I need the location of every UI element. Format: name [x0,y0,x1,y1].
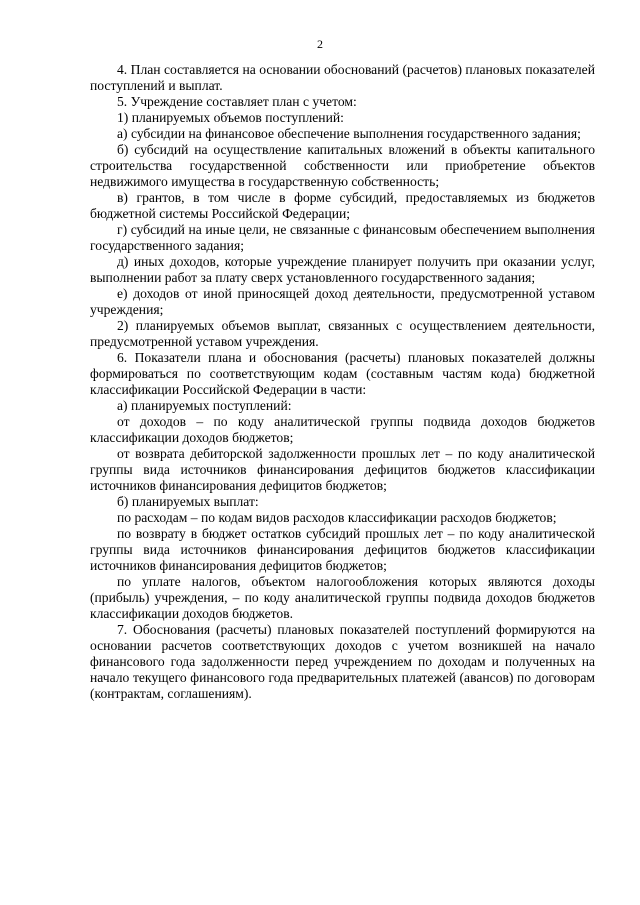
page-number: 2 [317,37,323,51]
paragraph: 7. Обоснования (расчеты) плановых показателей поступлений формируются на основании расчетов соответствующих доходов с учетом возникшей на начало финансового года задолженности перед учреждением по доходам и полученных на начало текущего финансового года предварительных платежей (авансов) по договорам (контрактам, соглашениям). [90,622,595,701]
document-body [90,62,595,702]
paragraph: д) иных доходов, которые учреждение планирует получить при оказании услуг, выполнении работ за плату сверх установленного государственного задания; [90,254,595,285]
paragraph: а) планируемых поступлений: [117,398,292,413]
paragraph: от возврата дебиторской задолженности прошлых лет – по коду аналитической группы вида источников финансирования дефицитов бюджетов классификации источников финансирования дефицитов бюджетов; [90,446,595,493]
paragraph: а) субсидии на финансовое обеспечение выполнения государственного задания; [117,126,581,141]
paragraph: 5. Учреждение составляет план с учетом: [117,94,357,109]
paragraph: 1) планируемых объемов поступлений: [117,110,344,125]
paragraph: б) субсидий на осуществление капитальных вложений в объекты капитального строительства государственной собственности или приобретение объектов недвижимого имущества в государственную собственность; [90,142,595,189]
paragraph: 6. Показатели плана и обоснования (расчеты) плановых показателей должны формироваться по соответствующим кодам (составным частям кода) бюджетной классификации Российской Федерации в части: [90,350,595,397]
paragraph: в) грантов, в том числе в форме субсидий, предоставляемых из бюджетов бюджетной системы Российской Федерации; [90,190,595,221]
paragraph: по расходам – по кодам видов расходов классификации расходов бюджетов; [117,510,557,525]
paragraph: 4. План составляется на основании обоснований (расчетов) плановых показателей поступлений и выплат. [90,62,595,93]
paragraph: г) субсидий на иные цели, не связанные с финансовым обеспечением выполнения государственного задания; [90,222,595,253]
paragraph: от доходов – по коду аналитической группы подвида доходов бюджетов классификации доходов бюджетов; [90,414,595,445]
paragraph: 2) планируемых объемов выплат, связанных с осуществлением деятельности, предусмотренной уставом учреждения. [90,318,595,349]
paragraph: е) доходов от иной приносящей доход деятельности, предусмотренной уставом учреждения; [90,286,595,317]
paragraph: б) планируемых выплат: [117,494,259,509]
paragraph: по возврату в бюджет остатков субсидий прошлых лет – по коду аналитической группы вида источников финансирования дефицитов бюджетов классификации источников финансирования дефицитов бюджетов; [90,526,595,573]
paragraph: по уплате налогов, объектом налогообложения которых являются доходы (прибыль) учреждения, – по коду аналитической группы подвида доходов бюджетов классификации доходов бюджетов. [90,574,595,621]
